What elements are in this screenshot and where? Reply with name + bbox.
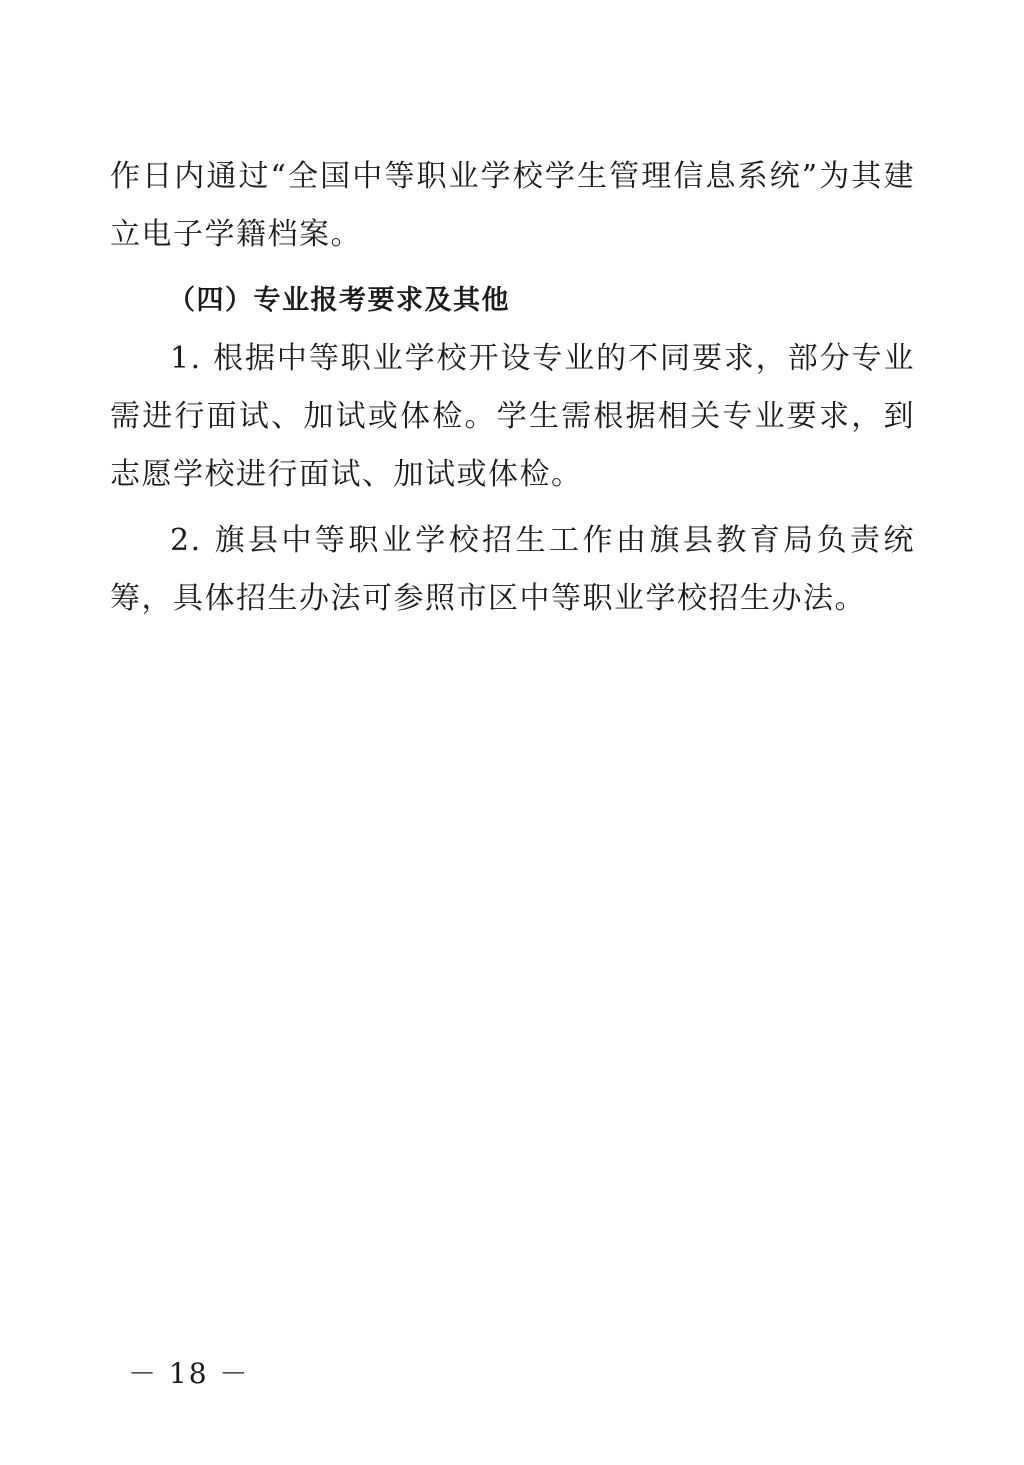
list-item-1: 1. 根据中等职业学校开设专业的不同要求，部分专业需进行面试、加试或体检。学生需根据相关专业要求，到志愿学校进行面试、加试或体检。 bbox=[110, 341, 915, 492]
document-body bbox=[110, 148, 915, 628]
section-heading: （四）专业报考要求及其他 bbox=[168, 285, 510, 316]
continuation-paragraph: 作日内通过“全国中等职业学校学生管理信息系统”为其建立电子学籍档案。 bbox=[110, 159, 915, 252]
page-number: － 18 － bbox=[128, 1357, 250, 1390]
list-item-2: 2. 旗县中等职业学校招生工作由旗县教育局负责统筹，具体招生办法可参照市区中等职业学校招生办法。 bbox=[110, 523, 915, 616]
